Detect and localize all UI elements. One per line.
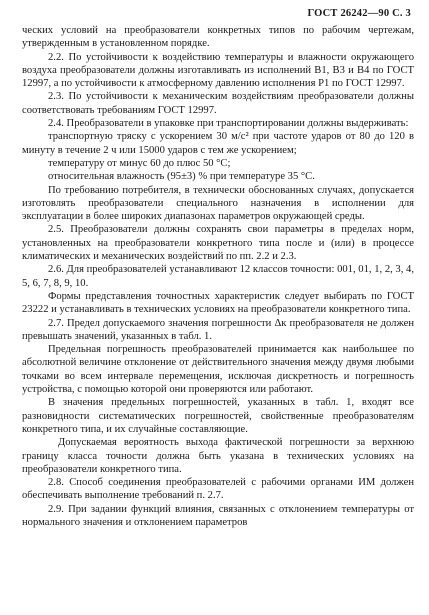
- paragraph: 2.8. Способ соединения преобразователей с рабочими органами ИМ должен обеспечивать выполнение требований п. 2.7.: [22, 477, 414, 502]
- paragraph: 2.7. Предел допускаемого значения погрешности Δк преобразователя не должен превышать значений, указанных в табл. 1.: [22, 317, 414, 342]
- paragraph: ческих условий на преобразователи конкретных типов по рабочим чертежам, утвержденным в установленном порядке.: [22, 25, 414, 50]
- paragraph: 2.6. Для преобразователей устанавливают 12 классов точности: 001, 01, 1, 2, 3, 4, 5, 6, 7, 8, 9, 10.: [22, 264, 414, 289]
- paragraph: В значения предельных погрешностей, указанных в табл. 1, входят все разновидности систематических погрешностей, свойственные преобразователям конкретного типа, и их случайные составляющие.: [22, 397, 414, 435]
- page-header: ГОСТ 26242—90 С. 3: [307, 8, 411, 19]
- paragraph: 2.3. По устойчивости к механическим воздействиям преобразователи должны соответствовать требованиям ГОСТ 12997.: [22, 91, 414, 116]
- paragraph: температуру от минус 60 до плюс 50 °С;: [48, 157, 231, 169]
- paragraph: 2.9. При задании функций влияния, связанных с отклонением температуры от нормального значения и отклонением параметров: [22, 503, 414, 528]
- paragraph: транспортную тряску с ускорением 30 м/с² при частоте ударов от 80 до 120 в минуту в течение 2 ч или 15000 ударов с тем же ускорением;: [22, 131, 414, 156]
- document-body: [22, 24, 414, 529]
- paragraph: Допускаемая вероятность выхода фактической погрешности за верхнюю границу класса точности должна быть указана в технических условиях на преобразователи конкретного типа.: [22, 437, 414, 475]
- paragraph: Формы представления точностных характеристик следует выбирать по ГОСТ 23222 и устанавливать в технических условиях на преобразователи конкретного типа.: [22, 290, 414, 316]
- paragraph: относительная влажность (95±3) % при температуре 35 °С.: [48, 171, 315, 183]
- paragraph: 2.5. Преобразователи должны сохранять свои параметры в пределах норм, установленных на преобразователи конкретного типа после и (или) в процессе климатических и механических воздействий по пп. 2.2 и 2.3.: [22, 224, 414, 263]
- paragraph: По требованию потребителя, в технически обоснованных случаях, допускается изготовлять преобразователи специального назначения в исполнении для эксплуатации в более широких диапазонах параметров окружающей среды.: [22, 184, 414, 223]
- paragraph: 2.2. По устойчивости к воздействию температуры и влажности окружающего воздуха преобразователи должны изготавливать из исполнений В1, В3 и В4 по ГОСТ 12997, а по устойчивости к атмосферному давлению исполнения Р1 по ГОСТ 12997.: [22, 51, 414, 90]
- paragraph: 2.4. Преобразователи в упаковке при транспортировании должны выдерживать:: [48, 118, 409, 130]
- paragraph: Предельная погрешность преобразователей принимается как наибольшее по абсолютной величине отклонение от действительного значения между двумя любыми точками во всем интервале перемещения, исключая дискретность и погрешность устройства, с помощью которой они проверяются или работают.: [22, 344, 414, 396]
